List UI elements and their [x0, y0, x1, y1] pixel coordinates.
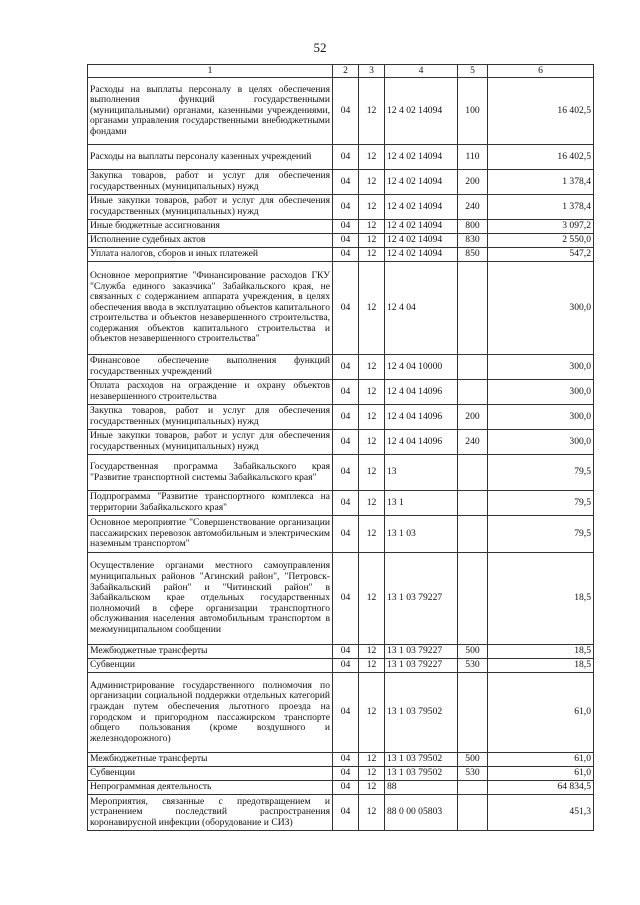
- row-target-code: 13 1 03 79227: [385, 659, 458, 673]
- row-amount: 16 402,5: [488, 78, 594, 145]
- row-expense-type: [458, 262, 488, 355]
- table-row: [88, 380, 594, 405]
- row-section: 04: [333, 355, 359, 380]
- row-target-code: 12 4 02 14094: [385, 145, 458, 170]
- header-cell: 2: [333, 65, 359, 78]
- row-name: Непрограммная деятельность: [88, 781, 333, 795]
- table-row: [88, 516, 594, 553]
- row-subsection: 12: [359, 145, 385, 170]
- row-expense-type: [458, 355, 488, 380]
- row-subsection: 12: [359, 516, 385, 553]
- row-target-code: 13 1 03 79502: [385, 753, 458, 767]
- row-name: Подпрограмма "Развитие транспортного комплекса на территории Забайкальского края": [88, 491, 333, 516]
- row-name: Иные закупки товаров, работ и услуг для обеспечения государственных (муниципальных) нужд: [88, 195, 333, 220]
- row-name: Оплата расходов на ограждение и охрану объектов незавершенного строительства: [88, 380, 333, 405]
- row-amount: 64 834,5: [488, 781, 594, 795]
- row-section: 04: [333, 753, 359, 767]
- row-name: Закупка товаров, работ и услуг для обеспечения государственных (муниципальных) нужд: [88, 170, 333, 195]
- table-row: [88, 248, 594, 262]
- row-name: Администрирование государственного полномочия по организации социальной поддержки отдельных категорий граждан путем обеспечения льготного проезда на городском и пригородном пассажирском транспорте общего пользования (кроме воздушного и железнодорожного): [88, 673, 333, 753]
- row-expense-type: 500: [458, 645, 488, 659]
- row-expense-type: 530: [458, 767, 488, 781]
- row-expense-type: [458, 553, 488, 645]
- row-name: Субвенции: [88, 659, 333, 673]
- row-section: 04: [333, 78, 359, 145]
- row-subsection: 12: [359, 753, 385, 767]
- row-expense-type: [458, 380, 488, 405]
- row-expense-type: 850: [458, 248, 488, 262]
- header-cell: 3: [359, 65, 385, 78]
- row-subsection: 12: [359, 355, 385, 380]
- row-target-code: 12 4 02 14094: [385, 170, 458, 195]
- row-subsection: 12: [359, 659, 385, 673]
- row-section: 04: [333, 659, 359, 673]
- row-amount: 18,5: [488, 659, 594, 673]
- row-expense-type: 800: [458, 220, 488, 234]
- row-amount: 79,5: [488, 491, 594, 516]
- table-row: [88, 753, 594, 767]
- table-row: [88, 781, 594, 795]
- table-row: [88, 491, 594, 516]
- row-target-code: 12 4 02 14094: [385, 234, 458, 248]
- row-target-code: 13 1 03 79227: [385, 645, 458, 659]
- row-subsection: 12: [359, 491, 385, 516]
- row-subsection: 12: [359, 78, 385, 145]
- row-amount: 300,0: [488, 262, 594, 355]
- row-expense-type: 200: [458, 170, 488, 195]
- row-subsection: 12: [359, 781, 385, 795]
- row-expense-type: 530: [458, 659, 488, 673]
- row-section: 04: [333, 491, 359, 516]
- row-target-code: 12 4 04: [385, 262, 458, 355]
- row-section: 04: [333, 781, 359, 795]
- row-subsection: 12: [359, 380, 385, 405]
- row-expense-type: 200: [458, 405, 488, 430]
- row-name: Закупка товаров, работ и услуг для обеспечения государственных (муниципальных) нужд: [88, 405, 333, 430]
- row-name: Основное мероприятие "Совершенствование организации пассажирских перевозок автомобильным и электрическим наземным транспортом": [88, 516, 333, 553]
- row-target-code: 12 4 02 14094: [385, 78, 458, 145]
- row-target-code: 12 4 04 10000: [385, 355, 458, 380]
- header-cell: 5: [458, 65, 488, 78]
- row-section: 04: [333, 767, 359, 781]
- row-amount: 79,5: [488, 455, 594, 491]
- row-name: Уплата налогов, сборов и иных платежей: [88, 248, 333, 262]
- row-name: Межбюджетные трансферты: [88, 645, 333, 659]
- row-subsection: 12: [359, 795, 385, 831]
- row-target-code: 12 4 04 14096: [385, 380, 458, 405]
- row-expense-type: 830: [458, 234, 488, 248]
- row-section: 04: [333, 145, 359, 170]
- table-row: [88, 220, 594, 234]
- row-target-code: 13: [385, 455, 458, 491]
- row-name: Субвенции: [88, 767, 333, 781]
- row-amount: 61,0: [488, 753, 594, 767]
- table-row: [88, 405, 594, 430]
- row-target-code: 13 1 03 79502: [385, 673, 458, 753]
- row-amount: 300,0: [488, 405, 594, 430]
- row-section: 04: [333, 553, 359, 645]
- row-subsection: 12: [359, 248, 385, 262]
- row-target-code: 88: [385, 781, 458, 795]
- row-amount: 547,2: [488, 248, 594, 262]
- row-amount: 2 550,0: [488, 234, 594, 248]
- row-amount: 300,0: [488, 380, 594, 405]
- row-expense-type: 500: [458, 753, 488, 767]
- table-row: [88, 195, 594, 220]
- budget-table: [87, 64, 594, 831]
- row-name: Межбюджетные трансферты: [88, 753, 333, 767]
- table-row: [88, 262, 594, 355]
- row-amount: 16 402,5: [488, 145, 594, 170]
- row-name: Осуществление органами местного самоуправления муниципальных районов "Агинский район", "Петровск-Забайкальский район" и "Читинский район" в Забайкальском крае отдельных государственных полномочий в сфере организации транспортного обслуживания населения автомобильным транспортом в межмуниципальном сообщении: [88, 553, 333, 645]
- table-row: [88, 234, 594, 248]
- table-row: [88, 145, 594, 170]
- row-subsection: 12: [359, 673, 385, 753]
- row-subsection: 12: [359, 430, 385, 455]
- row-subsection: 12: [359, 553, 385, 645]
- table-row: [88, 659, 594, 673]
- row-subsection: 12: [359, 195, 385, 220]
- header-cell: 1: [88, 65, 333, 78]
- row-target-code: 13 1 03: [385, 516, 458, 553]
- row-amount: 79,5: [488, 516, 594, 553]
- table-row: [88, 455, 594, 491]
- row-name: Иные закупки товаров, работ и услуг для обеспечения государственных (муниципальных) нужд: [88, 430, 333, 455]
- row-subsection: 12: [359, 170, 385, 195]
- row-name: Исполнение судебных актов: [88, 234, 333, 248]
- row-target-code: 12 4 02 14094: [385, 248, 458, 262]
- row-amount: 61,0: [488, 673, 594, 753]
- row-name: Основное мероприятие "Финансирование расходов ГКУ "Служба единого заказчика" Забайкальского края, не связанных с содержанием аппарата учреждения, в целях обеспечения ввода в эксплуатацию объектов капитального строительства и объектов незавершенного строительства, содержания объектов капитального строительства и объектов незавершенного строительства": [88, 262, 333, 355]
- row-section: 04: [333, 645, 359, 659]
- row-expense-type: [458, 795, 488, 831]
- row-subsection: 12: [359, 262, 385, 355]
- row-section: 04: [333, 455, 359, 491]
- row-section: 04: [333, 405, 359, 430]
- table-row: [88, 767, 594, 781]
- row-subsection: 12: [359, 645, 385, 659]
- row-section: 04: [333, 795, 359, 831]
- row-section: 04: [333, 195, 359, 220]
- row-amount: 300,0: [488, 355, 594, 380]
- row-expense-type: 110: [458, 145, 488, 170]
- page-number: 52: [313, 40, 327, 55]
- table-row: [88, 795, 594, 831]
- row-subsection: 12: [359, 455, 385, 491]
- row-target-code: 12 4 04 14096: [385, 430, 458, 455]
- row-name: Расходы на выплаты персоналу казенных учреждений: [88, 145, 333, 170]
- row-name: Финансовое обеспечение выполнения функций государственных учреждений: [88, 355, 333, 380]
- row-expense-type: [458, 673, 488, 753]
- row-section: 04: [333, 234, 359, 248]
- row-subsection: 12: [359, 405, 385, 430]
- row-name: Государственная программа Забайкальского края "Развитие транспортной системы Забайкальского края": [88, 455, 333, 491]
- table-row: [88, 673, 594, 753]
- row-subsection: 12: [359, 220, 385, 234]
- row-amount: 300,0: [488, 430, 594, 455]
- row-section: 04: [333, 220, 359, 234]
- row-expense-type: 240: [458, 195, 488, 220]
- table-row: [88, 553, 594, 645]
- row-subsection: 12: [359, 234, 385, 248]
- table-row: [88, 78, 594, 145]
- row-amount: 1 378,4: [488, 195, 594, 220]
- row-target-code: 12 4 02 14094: [385, 195, 458, 220]
- table-row: [88, 355, 594, 380]
- row-name: Расходы на выплаты персоналу в целях обеспечения выполнения функций государственными (муниципальными) органами, казенными учреждениями, органами управления государственными внебюджетными фондами: [88, 78, 333, 145]
- row-amount: 18,5: [488, 645, 594, 659]
- table-row: [88, 645, 594, 659]
- row-amount: 61,0: [488, 767, 594, 781]
- table-header-row: [88, 65, 594, 78]
- row-expense-type: 240: [458, 430, 488, 455]
- row-expense-type: 100: [458, 78, 488, 145]
- row-subsection: 12: [359, 767, 385, 781]
- row-name: Иные бюджетные ассигнования: [88, 220, 333, 234]
- row-amount: 3 097,2: [488, 220, 594, 234]
- row-section: 04: [333, 430, 359, 455]
- row-section: 04: [333, 262, 359, 355]
- table-row: [88, 170, 594, 195]
- row-amount: 1 378,4: [488, 170, 594, 195]
- row-amount: 451,3: [488, 795, 594, 831]
- row-expense-type: [458, 516, 488, 553]
- row-target-code: 12 4 02 14094: [385, 220, 458, 234]
- row-name: Мероприятия, связанные с предотвращением и устранением последствий распространения коронавирусной инфекции (оборудование и СИЗ): [88, 795, 333, 831]
- row-target-code: 13 1 03 79502: [385, 767, 458, 781]
- header-cell: 4: [385, 65, 458, 78]
- row-section: 04: [333, 516, 359, 553]
- row-target-code: 13 1 03 79227: [385, 553, 458, 645]
- row-target-code: 12 4 04 14096: [385, 405, 458, 430]
- row-target-code: 88 0 00 05803: [385, 795, 458, 831]
- table-row: [88, 430, 594, 455]
- header-cell: 6: [488, 65, 594, 78]
- row-expense-type: [458, 455, 488, 491]
- row-section: 04: [333, 248, 359, 262]
- row-target-code: 13 1: [385, 491, 458, 516]
- row-amount: 18,5: [488, 553, 594, 645]
- row-expense-type: [458, 781, 488, 795]
- row-expense-type: [458, 491, 488, 516]
- row-section: 04: [333, 673, 359, 753]
- row-section: 04: [333, 380, 359, 405]
- row-section: 04: [333, 170, 359, 195]
